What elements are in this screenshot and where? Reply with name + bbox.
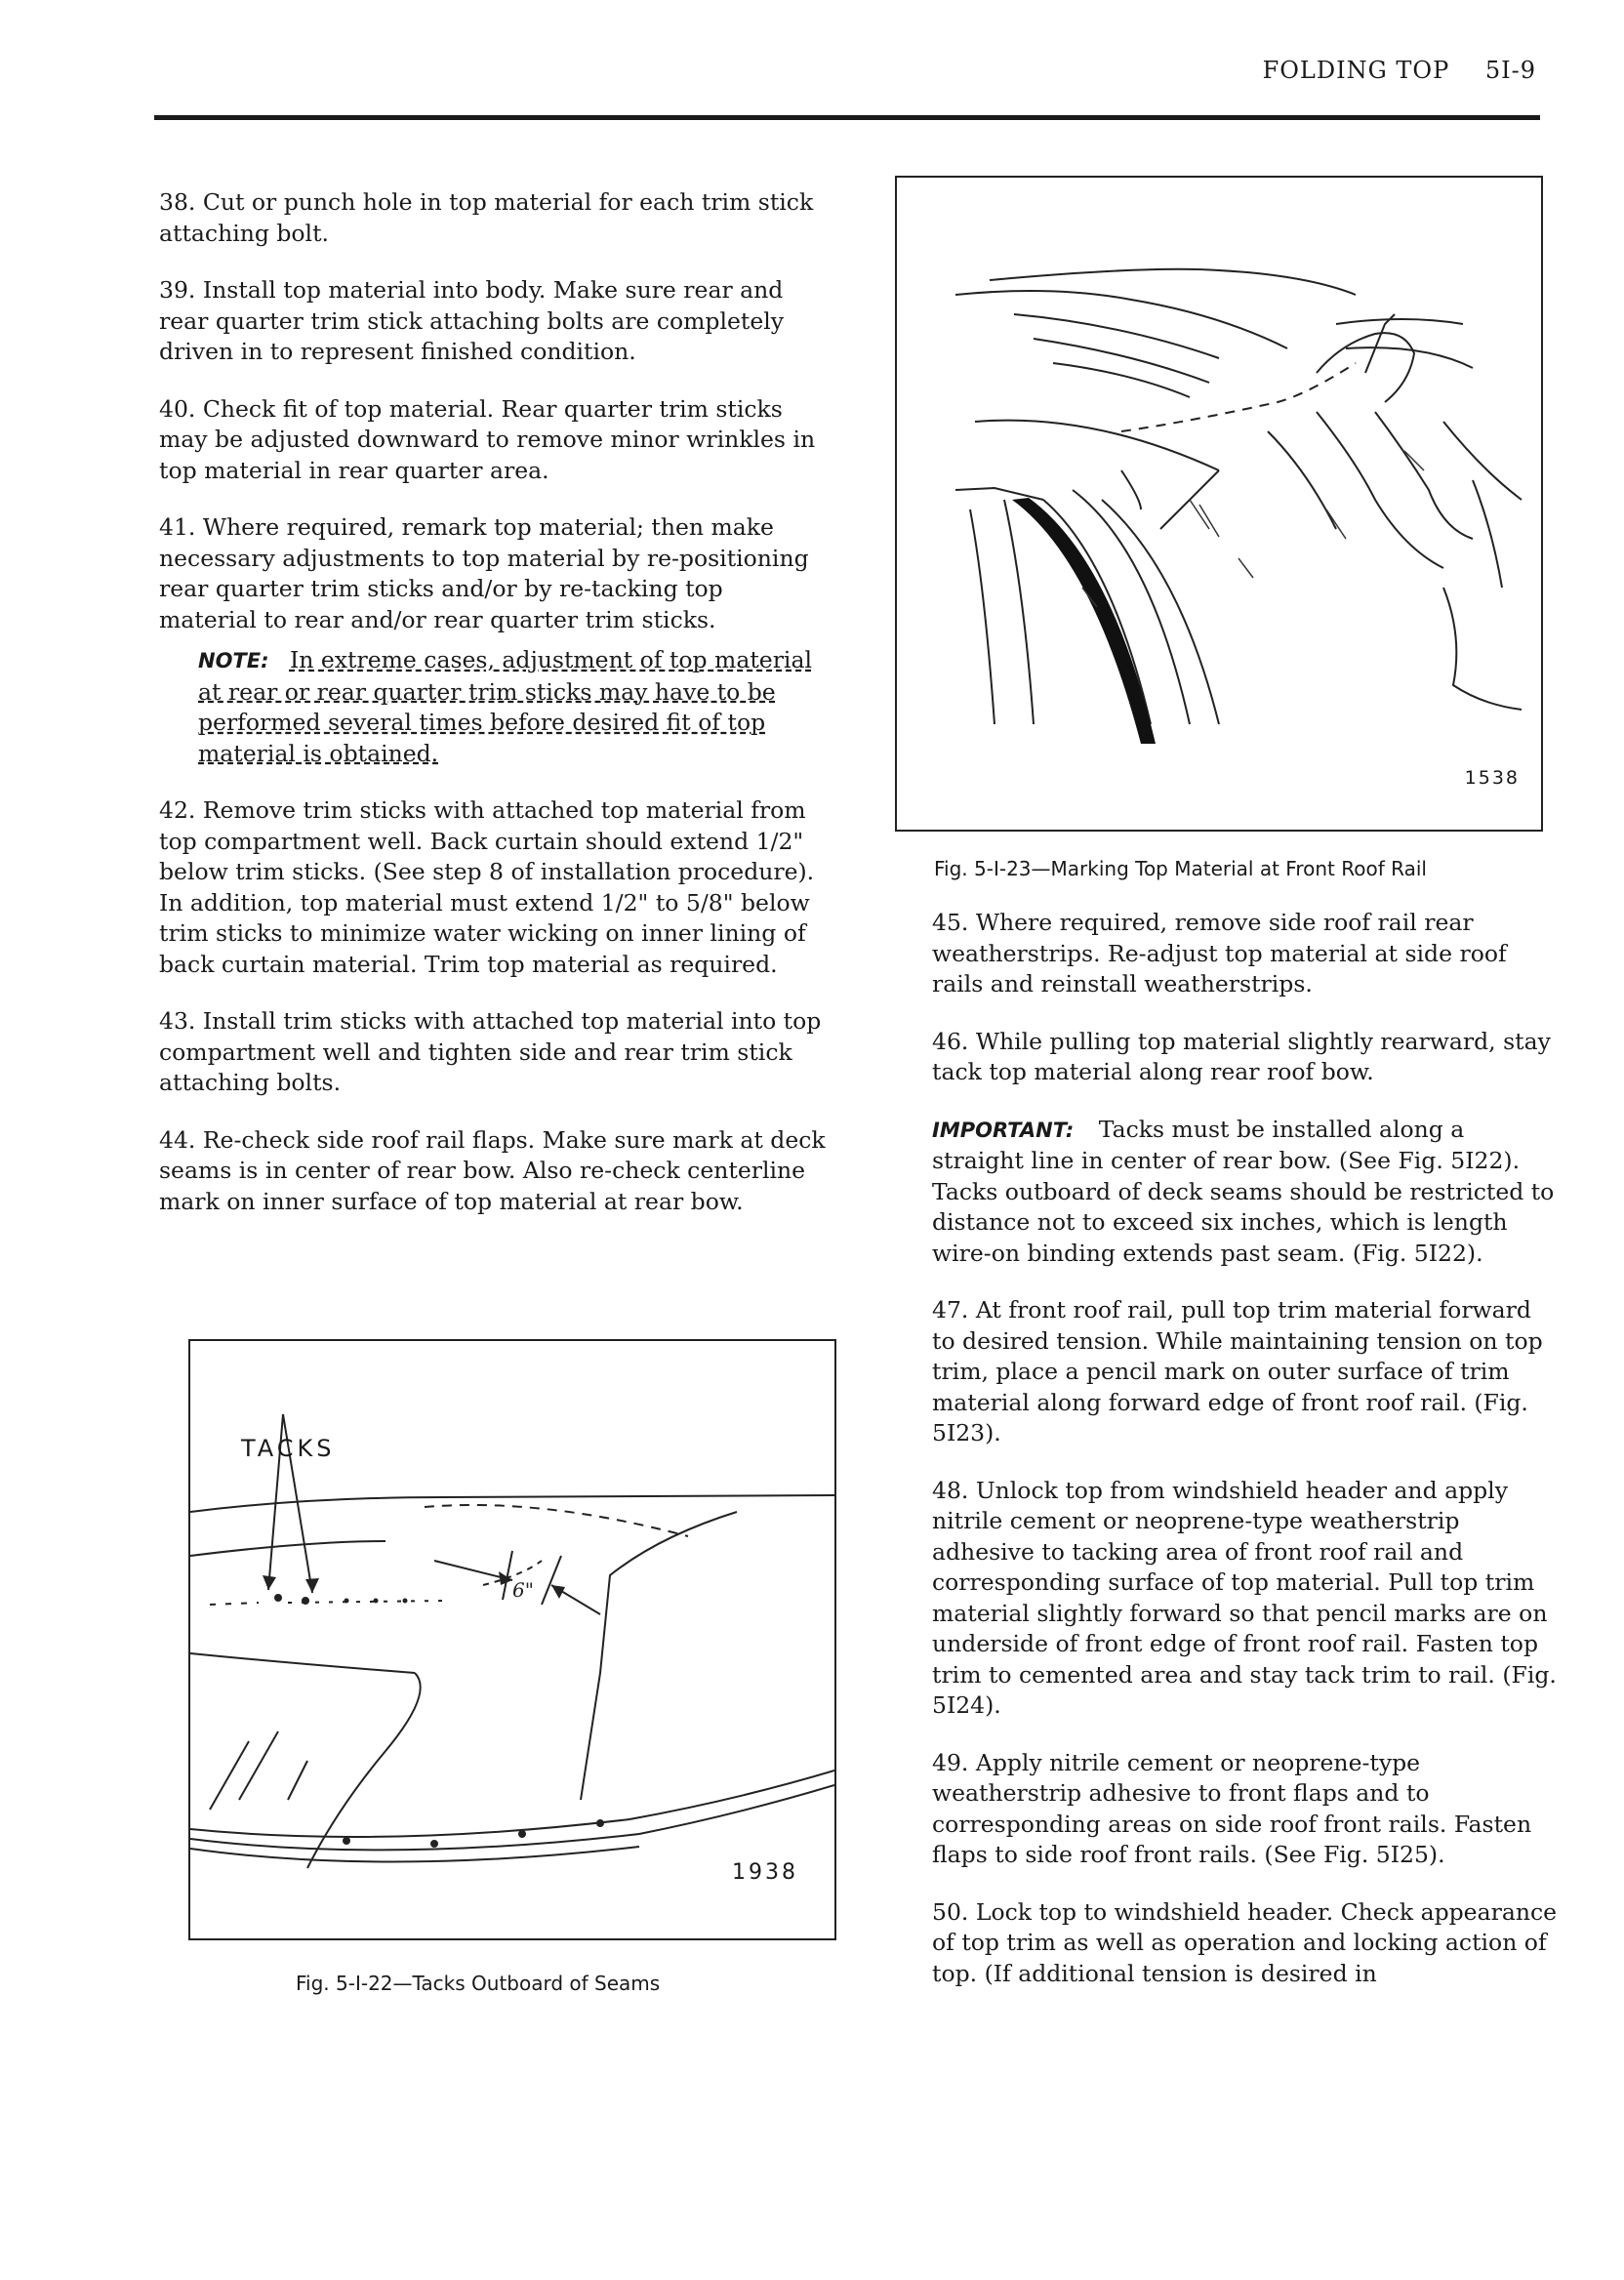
page-number: 5I-9: [1484, 57, 1536, 84]
figure-22-number: 1938: [732, 1860, 798, 1885]
note-label: NOTE:: [198, 649, 269, 672]
figure-22-caption: Fig. 5-I-22—Tacks Outboard of Seams: [296, 1972, 661, 1995]
step-42: 42. Remove trim sticks with attached top material from top compartment well. Back curtain should extend 1/2" below trim sticks. (See step 8 of installation procedure). In addition, top material must extend 1/2" to 5/8" below trim sticks to minimize water wicking on inner lining of back curtain material. Trim top material as required.: [159, 796, 815, 978]
important-text: Tacks must be installed along a straight line in center of rear bow. (See Fig. 5I22). Tacks outboard of deck seams should be restricted to distance not to exceed six inches, which is length wire-on binding extends past seam. (Fig. 5I22).: [932, 1115, 1555, 1267]
note: [198, 645, 826, 769]
step-50: 50. Lock top to windshield header. Check appearance of top trim as well as operation and locking action of top. (If additional tension is desired in: [932, 1897, 1558, 1987]
step-48: 48. Unlock top from windshield header and apply nitrile cement or neoprene-type weatherstrip adhesive to tacking area of front roof rail and corresponding surface of top material. Pull top trim material slightly forward so that pencil marks are on underside of front edge of front roof rail. Fasten top trim to cemented area and stay tack trim to rail. (Fig. 5I24).: [932, 1476, 1557, 1719]
note-text: In extreme cases, adjustment of top material at rear or rear quarter trim sticks may have to be performed several times before desired fit of top material is obtained.: [198, 646, 812, 767]
dimension-label: 6": [512, 1578, 534, 1602]
step-39: 39. Install top material into body. Make sure rear and rear quarter trim stick attaching bolts are completely driven in to represent finished condition.: [159, 276, 785, 365]
figure-tacks-outboard: [188, 1339, 836, 1940]
roof-rail-illustration: [897, 178, 1541, 830]
step-44: 44. Re-check side roof rail flaps. Make sure mark at deck seams is in center of rear bow. Also re-check centerline mark on inner surface of top material at rear bow.: [159, 1125, 826, 1215]
figure-23-caption: Fig. 5-I-23—Marking Top Material at Front Roof Rail: [934, 857, 1427, 880]
right-column: [932, 908, 1559, 2015]
step-38: 38. Cut or punch hole in top material for each trim stick attaching bolt.: [159, 188, 814, 247]
section-title: FOLDING TOP: [1262, 57, 1450, 84]
left-column: [159, 187, 826, 1243]
step-46: 46. While pulling top material slightly rearward, stay tack top material along rear roof bow.: [932, 1027, 1551, 1085]
step-43: 43. Install trim sticks with attached top material into top compartment well and tighten side and rear trim stick attaching bolts.: [159, 1007, 822, 1096]
header-rule: [154, 115, 1540, 120]
step-40: 40. Check fit of top material. Rear quarter trim sticks may be adjusted downward to remove minor wrinkles in top material in rear quarter area.: [159, 394, 816, 484]
step-45: 45. Where required, remove side roof rail rear weatherstrips. Re-adjust top material at side roof rails and reinstall weatherstrips.: [932, 909, 1507, 998]
step-47: 47. At front roof rail, pull top trim material forward to desired tension. While maintaining tension on top trim, place a pencil mark on outer surface of trim material along forward edge of front roof rail. (Fig. 5I23).: [932, 1296, 1543, 1446]
figure-marking-top-material: [895, 176, 1543, 832]
figure-23-number: 1538: [1464, 767, 1520, 789]
page-header: [1263, 57, 1536, 84]
important-note: [932, 1115, 1559, 1270]
step-41: 41. Where required, remark top material; then make necessary adjustments to top material by re-positioning rear quarter trim sticks and/or by re-tacking top material to rear and/or rear quarter trim sticks.: [159, 513, 809, 633]
important-label: IMPORTANT:: [932, 1118, 1075, 1142]
tacks-illustration: [190, 1341, 834, 1938]
step-49: 49. Apply nitrile cement or neoprene-type weatherstrip adhesive to front flaps and to corresponding areas on side roof front rails. Fasten flaps to side roof front rails. (See Fig. 5I25).: [932, 1748, 1532, 1868]
tacks-label: TACKS: [241, 1435, 336, 1462]
